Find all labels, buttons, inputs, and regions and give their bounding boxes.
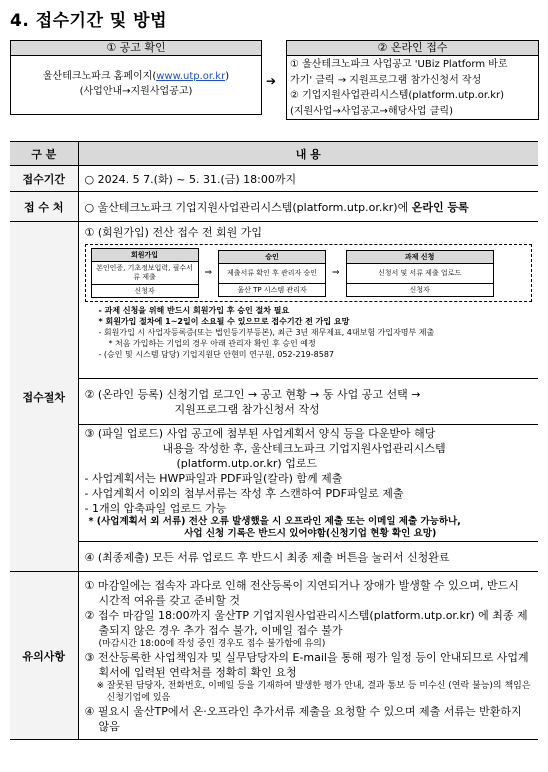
flow-signup-foot: 신청자 [134, 287, 155, 295]
step3-cell [78, 425, 538, 542]
flow-note: - (승인 및 시스템 담당) 기업지원단 안현미 연구원, 052-219-8587 [98, 350, 335, 359]
notice-sub-item: ※ 잘못된 담당자, 전화번호, 이메일 등을 기재하여 발생한 평가 안내, 결과 통보 등 미수신 (연락 불능)의 책임은 신청기업에 있음 [96, 680, 531, 703]
homepage-link[interactable]: www.utp.or.kr [156, 71, 226, 82]
flow-apply-foot: 신청자 [409, 285, 430, 294]
flow-note: * 회원가입 절차에 1~2일이 소요될 수 있으므로 접수기간 전 가입 요망 [98, 317, 350, 326]
flow-note: - 회원가입 시 사업자등록증(또는 법인등기부등본), 최근 3년 재무제표, 4대보험 가입자명부 제출 [98, 328, 435, 337]
homepage-suffix: ) [225, 71, 230, 82]
step3-line: ③ (파일 업로드) 사업 공고에 첨부된 사업계획서 양식 등을 다운받아 해당 [84, 427, 436, 440]
notice-cell [78, 572, 538, 740]
header-category: 구 분 [10, 142, 78, 166]
homepage-line [11, 69, 261, 84]
period-value: ○ 2024. 5 7.(화) ~ 5. 31.(금) 18:00까지 [78, 166, 538, 192]
flow-approve-box [218, 250, 326, 297]
notice-check-header: ① 공고 확인 [11, 41, 261, 56]
notice-item: ④ 필요시 울산TP에서 온·오프라인 추가서류 제출을 요청할 수 있으며 제출 서류는 반환하지 않음 [84, 704, 522, 733]
flow-approve-body: 제출서류 확인 후 관리자 승인 [219, 264, 325, 284]
step3-line: 내용을 작성한 후, 울산테크노파크 기업지원사업관리시스템 [162, 442, 446, 455]
online-apply-line: ② 기업지원사업관리시스템(platform.utp.or.kr) [290, 90, 505, 101]
flow-approve-foot: 울산 TP 시스템 관리자 [237, 285, 307, 294]
notice-item: ③ 전산등록한 사업책임자 및 실무담당자의 E-mail을 통해 평가 일정 등이 안내되므로 사업계획서에 입력된 연락처를 정확히 확인 요청 [84, 650, 529, 679]
step2-line: 지원프로그램 참가신청서 작성 [174, 402, 320, 416]
online-apply-box [286, 40, 539, 120]
flow-apply-body: 신청서 및 서류 제출 업로드 [347, 264, 493, 284]
notice-check-box [10, 40, 262, 115]
flow-signup-body: 본인인증, 기초정보입력, 필수서류 제출 [92, 262, 198, 285]
header-content: 내 용 [78, 142, 538, 166]
flow-arrow-icon: ⇒ [204, 268, 213, 278]
online-apply-line: 가기' 클릭 → 지원프로그램 참가신청서 작성 [290, 74, 482, 86]
step2-cell [78, 379, 538, 425]
online-apply-header: ② 온라인 접수 [287, 41, 538, 56]
where-bold-text: 온라인 등록 [411, 200, 469, 214]
flow-signup-box [91, 248, 199, 298]
step4-cell: ④ (최종제출) 모든 서류 업로드 후 반드시 최종 제출 버튼을 눌러서 신청완료 [78, 542, 538, 572]
step3-warning: 사업 신청 기록은 반드시 있어야함(신청기업 현황 확인 요망) [184, 528, 437, 539]
signup-flow-diagram [85, 244, 533, 302]
online-apply-body [287, 56, 538, 120]
step3-warning: * (사업계획서 외 서류) 전산 오류 발생했을 시 오프라인 제출 또는 이메일 제출 가능하나, [88, 516, 461, 527]
notice-item: ① 마감일에는 접속자 과다로 인해 전산등록이 지연되거나 장애가 발생할 수 있으며, 반드시 시간적 여유를 갖고 준비할 것 [84, 578, 519, 607]
flow-notes [85, 305, 533, 360]
flow-approve-head: 승인 [219, 251, 325, 264]
step1-title: ① (회원가입) 전산 접수 전 회원 가입 [84, 226, 263, 239]
step1-cell [78, 222, 538, 379]
notice-check-body [11, 56, 261, 99]
where-text: ○ 울산테크노파크 기업지원사업관리시스템(platform.utp.or.kr)에 [84, 200, 412, 214]
flow-note: * 처음 가입하는 기업의 경우 아래 관리자 확인 후 승인 예정 [108, 339, 316, 348]
flow-apply-box [346, 250, 494, 297]
homepage-prefix: 울산테크노파크 홈페이지( [42, 71, 157, 82]
step3-bullet: - 사업계획서 이외의 첨부서류는 작성 후 스캔하여 PDF파일로 제출 [84, 487, 404, 500]
where-label: 접 수 처 [10, 192, 78, 222]
step3-line: (platform.utp.or.kr) 업로드 [176, 457, 318, 470]
period-label: 접수기간 [10, 166, 78, 192]
right-arrow-icon: ➔ [266, 74, 277, 88]
procedure-label: 접수절차 [10, 222, 78, 572]
step3-bullet: - 1개의 압축파일 업로드 가능 [84, 502, 227, 515]
homepage-path: (사업안내→지원사업공고) [79, 86, 193, 97]
application-table [10, 141, 538, 740]
flow-signup-head: 회원가입 [92, 249, 198, 262]
step3-bullet: - 사업계획서는 HWP파일과 PDF파일(칼라) 함께 제출 [84, 472, 343, 485]
notice-item: ② 접수 마감일 18:00까지 울산TP 기업지원사업관리시스템(platform.utp.or.kr) 에 최종 제출되지 않은 경우 추가 접수 불가, 이메일 접수 불가 [84, 608, 528, 637]
step2-line: ② (온라인 등록) 신청기업 로그인 → 공고 현황 → 동 사업 공고 선택 → [84, 387, 421, 401]
online-apply-line: ① 울산테크노파크 사업공고 'UBiz Platform 바로 [290, 59, 508, 70]
notice-label: 유의사항 [10, 572, 78, 740]
flow-arrow-icon: ⇒ [332, 268, 340, 278]
flow-note: - 과제 신청을 위해 반드시 회원가입 후 승인 절차 필요 [98, 306, 290, 315]
page-title: 4. 접수기간 및 방법 [10, 11, 167, 31]
flow-apply-head: 과제 신청 [347, 251, 493, 264]
notice-sub-item: (마감시간 18:00에 작성 중인 경우도 접수 불가함에 유의) [98, 638, 326, 649]
where-value [78, 192, 538, 222]
online-apply-line: (지원사업→사업공고→해당사업 클릭) [290, 105, 453, 117]
